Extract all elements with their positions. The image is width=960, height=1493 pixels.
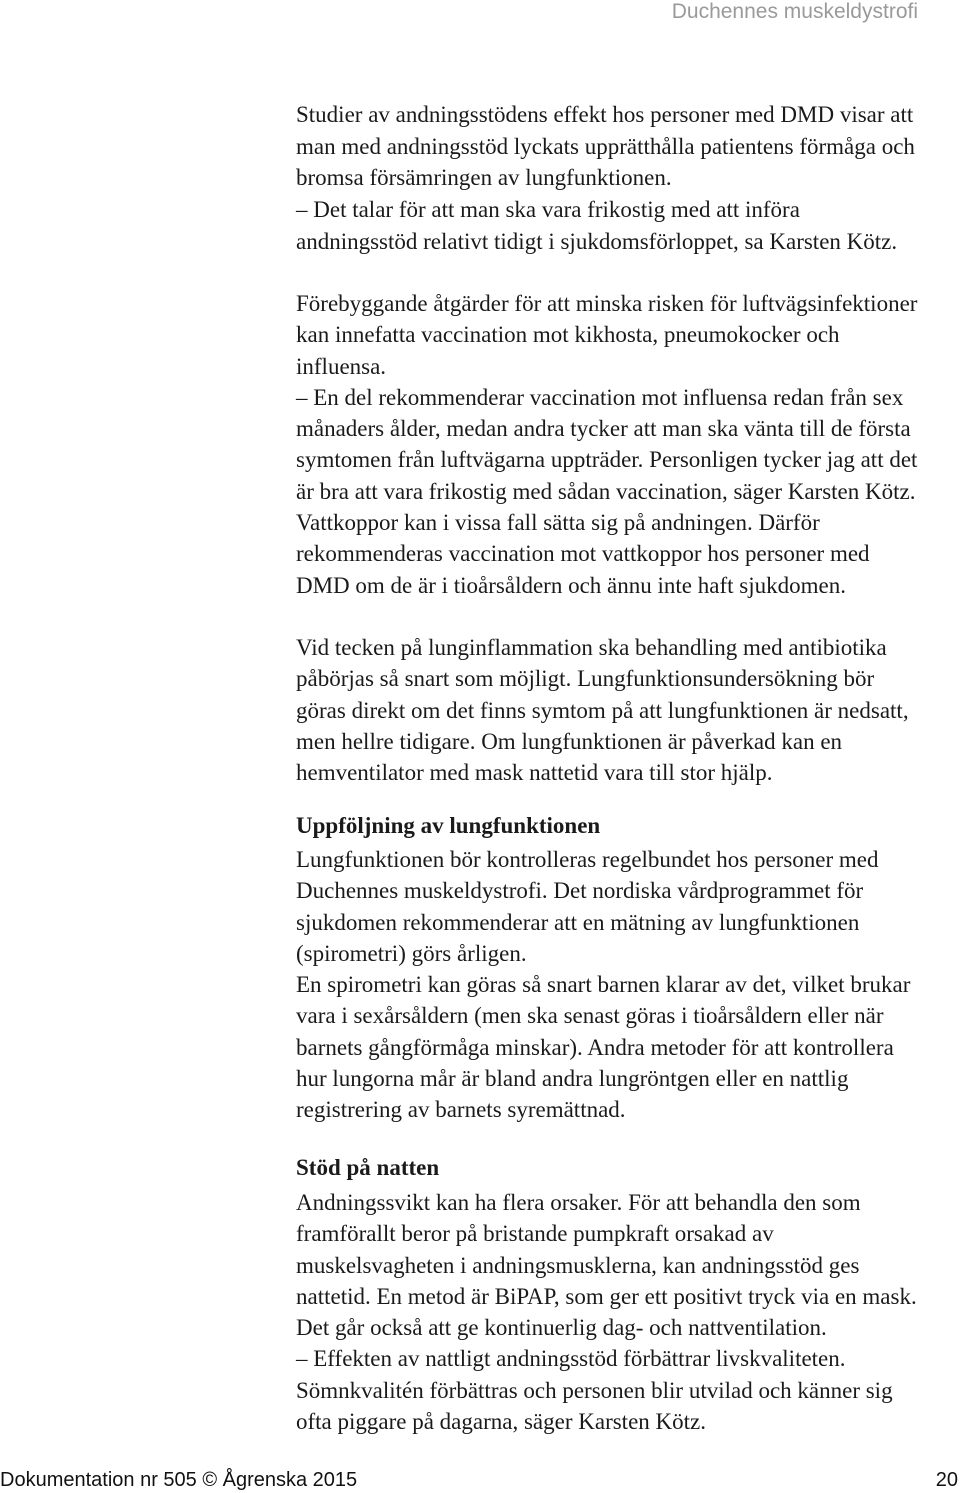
body-line: kan innefatta vaccination mot kikhosta, pneumokocker och (296, 322, 840, 348)
body-line: En spirometri kan göras så snart barnen klarar av det, vilket brukar (296, 972, 911, 998)
body-line: nattetid. En metod är BiPAP, som ger ett positivt tryck via en mask. (296, 1283, 917, 1309)
running-header: Duchennes muskeldystrofi (671, 0, 918, 23)
body-line: barnets gångförmåga minskar). Andra metoder för att kontrollera (296, 1034, 894, 1060)
paragraph-night-support (296, 1187, 917, 1437)
body-line: andningsstöd relativt tidigt i sjukdomsförloppet, sa Karsten Kötz. (296, 228, 898, 254)
body-line: Vid tecken på lunginflammation ska behandling med antibiotika (296, 635, 887, 660)
body-line: – Det talar för att man ska vara frikostig med att införa (296, 197, 800, 223)
body-line: framförallt beror på bristande pumpkraft orsakad av (296, 1221, 774, 1247)
body-line: (spirometri) görs årligen. (296, 940, 527, 966)
body-line: månaders ålder, medan andra tycker att man ska vänta till de första (296, 416, 911, 442)
body-line: – Effekten av nattligt andningsstöd förbättrar livskvaliteten. (296, 1346, 846, 1372)
paragraph-intro (296, 99, 915, 257)
body-line: men hellre tidigare. Om lungfunktionen är påverkad kan en (296, 728, 843, 754)
paragraph-vaccination (296, 288, 917, 601)
paragraph-pneumonia (296, 632, 909, 788)
body-line: Duchennes muskeldystrofi. Det nordiska vårdprogrammet för (296, 878, 864, 904)
body-line: man med andningsstöd lyckats upprätthålla patientens förmåga och (296, 133, 915, 159)
section-heading-follow-up: Uppföljning av lungfunktionen (296, 813, 601, 838)
body-line: Förebyggande åtgärder för att minska risken för luftvägsinfektioner (296, 291, 918, 316)
body-line: göras direkt om det finns symtom på att lungfunktionen är nedsatt, (296, 697, 909, 723)
body-line: rekommenderas vaccination mot vattkoppor hos personer med (296, 541, 870, 567)
body-line: hemventilator med mask nattetid vara till stor hjälp. (296, 760, 773, 786)
body-line: registrering av barnets syremättnad. (296, 1097, 626, 1123)
footer-publication: Dokumentation nr 505 © Ågrenska 2015 (0, 1469, 358, 1491)
body-line: symtomen från luftvägarna uppträder. Personligen tycker jag att det (296, 447, 918, 473)
body-line: hur lungorna mår är bland andra lungröntgen eller en nattlig (296, 1066, 849, 1092)
body-line: muskelsvagheten i andningsmusklerna, kan andningsstöd ges (296, 1252, 860, 1278)
body-line: influensa. (296, 353, 387, 379)
body-line: Sömnkvalitén förbättras och personen blir utvilad och känner sig (296, 1377, 893, 1403)
body-line: Lungfunktionen bör kontrolleras regelbundet hos personer med (296, 847, 879, 872)
body-line: Andningssvikt kan ha flera orsaker. För att behandla den som (296, 1190, 861, 1215)
body-line: Studier av andningsstödens effekt hos personer med DMD visar att (296, 102, 914, 127)
body-line: sjukdomen rekommenderar att en mätning av lungfunktionen (296, 909, 860, 935)
body-line: Vattkoppor kan i vissa fall sätta sig på andningen. Därför (296, 510, 820, 536)
body-line: vara i sexårsåldern (men ska senast göras i tioårsåldern eller när (296, 1003, 884, 1029)
paragraph-follow-up (296, 844, 910, 1126)
page-number: 20 (935, 1469, 958, 1491)
body-line: är bra att vara frikostig med sådan vaccination, säger Karsten Kötz. (296, 478, 916, 504)
body-line: ofta piggare på dagarna, säger Karsten Kötz. (296, 1409, 706, 1435)
body-line: Det går också att ge kontinuerlig dag- och nattventilation. (296, 1315, 827, 1341)
section-heading-night-support: Stöd på natten (296, 1155, 440, 1180)
body-line: DMD om de är i tioårsåldern och ännu inte haft sjukdomen. (296, 572, 846, 598)
body-line: påbörjas så snart som möjligt. Lungfunktionsundersökning bör (296, 666, 875, 692)
body-line: – En del rekommenderar vaccination mot influensa redan från sex (296, 384, 904, 410)
body-line: bromsa försämringen av lungfunktionen. (296, 165, 672, 191)
